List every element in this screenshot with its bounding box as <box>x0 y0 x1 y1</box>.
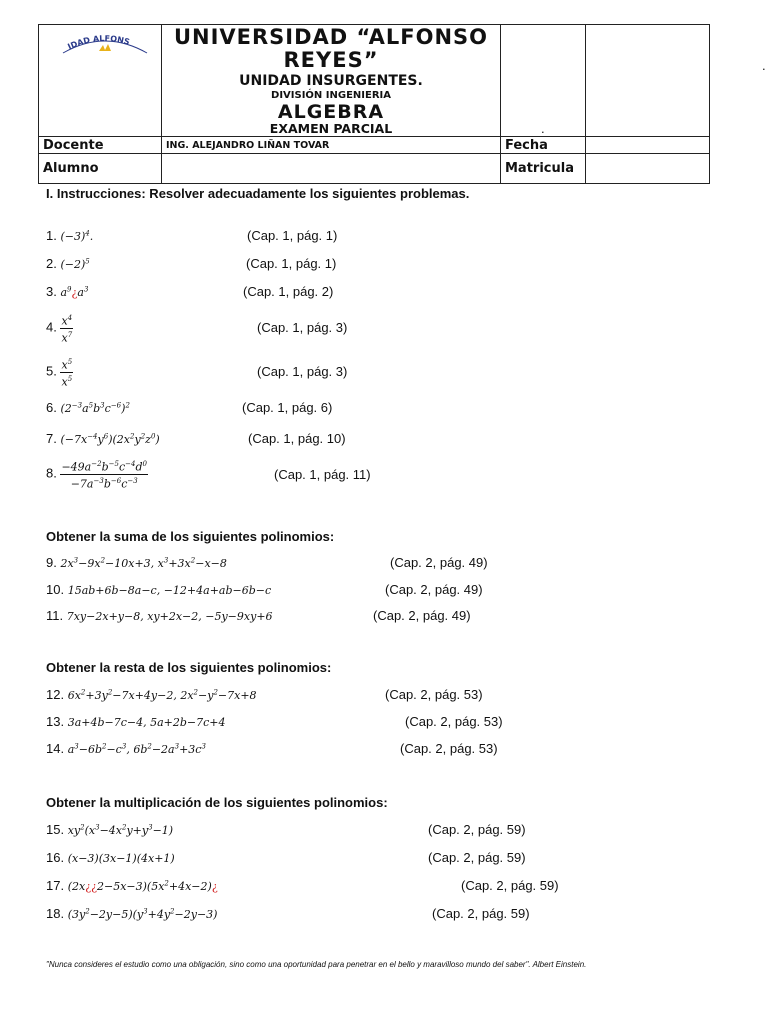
header-blank-cell <box>501 25 586 137</box>
problem-number: 15. <box>46 822 65 837</box>
problem-number: 4. <box>46 319 57 335</box>
header-right-cell <box>586 25 710 137</box>
section-resta: Obtener la resta de los siguientes polinomios: <box>46 660 332 675</box>
problem-reference: (Cap. 1, pág. 11) <box>274 467 371 482</box>
problem-reference: (Cap. 2, pág. 53) <box>405 714 503 729</box>
problem-expression: $(-2)^5$ <box>60 257 90 271</box>
instructions-text: I. Instrucciones: Resolver adecuadamente los siguientes problemas. <box>46 186 470 201</box>
problem-reference: (Cap. 1, pág. 10) <box>248 431 346 446</box>
problem-expression: $2x^3-9x^2-10x+3$, $x^3+3x^2-x-8$ <box>60 556 227 570</box>
university-name: UNIVERSIDAD “ALFONSO REYES” <box>173 24 489 72</box>
problem-reference: (Cap. 2, pág. 49) <box>385 582 483 597</box>
problem-number: 7. <box>46 431 57 446</box>
problem-expression: $(2^{-3}a^5b^3c^{-6})^2$ <box>60 401 130 415</box>
problem-reference: (Cap. 1, pág. 1) <box>247 228 338 243</box>
problem-16 <box>46 850 175 865</box>
problem-number: 3. <box>46 284 57 299</box>
problem-reference: (Cap. 2, pág. 59) <box>428 822 526 837</box>
title-cell <box>162 25 501 137</box>
problem-17 <box>46 878 218 893</box>
problem-8 <box>46 458 148 490</box>
problem-3 <box>46 284 88 299</box>
matricula-label: Matricula <box>501 154 586 184</box>
problem-expression: 3a+4b−7c−4, 5a+2b−7c+4 <box>67 716 226 729</box>
problem-number: 14. <box>46 741 65 756</box>
problem-1 <box>46 228 93 243</box>
problem-number: 6. <box>46 400 57 415</box>
problem-expression: $a^9¿a^3$ <box>60 285 89 299</box>
problem-reference: (Cap. 2, pág. 59) <box>432 906 530 921</box>
problem-reference: (Cap. 2, pág. 53) <box>400 741 498 756</box>
problem-expression: $(3y^2-2y-5)(y^3+4y^2-2y-3)$ <box>67 907 218 921</box>
problem-expression: $6x^2+3y^2-7x+4y-2$, $2x^2-y^2-7x+8$ <box>67 688 257 702</box>
stray-dot-right: . <box>762 58 766 73</box>
university-seal-icon <box>55 31 155 71</box>
problem-number: 8. <box>46 465 57 481</box>
problem-expression: $(-7x^{-4}y^6)(2x^2y^2z^0)$ <box>60 432 160 446</box>
section-suma: Obtener la suma de los siguientes polinomios: <box>46 529 335 544</box>
problem-expression: (x−3)(3x−1)(4x+1) <box>67 852 175 865</box>
problem-reference: (Cap. 2, pág. 59) <box>428 850 526 865</box>
problem-expression: $(-3)^4$. <box>60 229 94 243</box>
docente-value: ING. ALEJANDRO LIÑAN TOVAR <box>162 137 501 154</box>
division-name: DIVISIÓN INGENIERIA <box>271 89 391 101</box>
problem-expression: $\frac{x^5}{x^5}$ <box>61 358 73 389</box>
problem-number: 9. <box>46 555 57 570</box>
subject-name: ALGEBRA <box>277 100 385 123</box>
docente-label: Docente <box>39 137 162 154</box>
problem-reference: (Cap. 1, pág. 3) <box>257 320 348 335</box>
problem-number: 16. <box>46 850 65 865</box>
alumno-value[interactable] <box>162 154 501 184</box>
problem-expression: $(2x¿¿2-5x-3)(5x^2+4x-2)¿$ <box>67 879 218 893</box>
problem-expression: $xy^2(x^3-4x^2y+y^3-1)$ <box>67 823 174 837</box>
problem-reference: (Cap. 1, pág. 2) <box>243 284 334 299</box>
problem-number: 2. <box>46 256 57 271</box>
university-logo <box>55 31 155 71</box>
problem-14 <box>46 741 206 756</box>
problem-reference: (Cap. 1, pág. 1) <box>246 256 337 271</box>
exam-type: EXAMEN PARCIAL <box>269 120 393 136</box>
problem-number: 1. <box>46 228 57 243</box>
logo-cell <box>39 25 162 137</box>
alumno-label: Alumno <box>39 154 162 184</box>
problem-expression: 15ab+6b−8a−c, −12+4a+ab−6b−c <box>67 584 272 597</box>
problem-15 <box>46 822 173 837</box>
problem-reference: (Cap. 1, pág. 6) <box>242 400 333 415</box>
svg-text:IDAD ALFONS: IDAD ALFONS <box>66 33 131 52</box>
problem-reference: (Cap. 2, pág. 49) <box>373 608 471 623</box>
problem-18 <box>46 906 217 921</box>
problem-number: 10. <box>46 582 65 597</box>
exam-header-table <box>38 24 710 184</box>
fecha-value[interactable] <box>586 137 710 154</box>
problem-reference: (Cap. 2, pág. 59) <box>461 878 559 893</box>
problem-expression: 7xy−2x+y−8, xy+2x−2, −5y−9xy+6 <box>66 610 273 623</box>
problem-reference: (Cap. 2, pág. 49) <box>390 555 488 570</box>
problem-7 <box>46 431 160 446</box>
problem-number: 13. <box>46 714 65 729</box>
problem-number: 12. <box>46 687 65 702</box>
problem-expression: $\frac{-49a^{-2}b^{-5}c^{-4}d^0}{-7a^{-3}b^{-6}c^{-3}}$ <box>61 460 147 491</box>
problem-number: 5. <box>46 363 57 379</box>
problem-12 <box>46 687 257 702</box>
problem-expression: $a^3-6b^2-c^3$, $6b^2-2a^3+3c^3$ <box>67 742 206 756</box>
problem-2 <box>46 256 90 271</box>
matricula-value[interactable] <box>586 154 710 184</box>
problem-reference: (Cap. 2, pág. 53) <box>385 687 483 702</box>
problem-expression: $\frac{x^4}{x^7}$ <box>61 314 73 345</box>
problem-6 <box>46 400 130 415</box>
problem-10 <box>46 582 271 597</box>
stray-dot: . <box>541 121 545 136</box>
fecha-label: Fecha <box>501 137 586 154</box>
problem-5 <box>46 356 73 388</box>
problem-4 <box>46 312 73 344</box>
problem-13 <box>46 714 226 729</box>
section-multiplicacion: Obtener la multiplicación de los siguientes polinomios: <box>46 795 388 810</box>
einstein-quote: "Nunca consideres el estudio como una obligación, sino como una oportunidad para penetrar en el bello y maravilloso mundo del saber". Albert Einstein. <box>46 960 587 969</box>
problem-number: 18. <box>46 906 65 921</box>
problem-11 <box>46 608 273 623</box>
problem-number: 17. <box>46 878 65 893</box>
problem-9 <box>46 555 227 570</box>
problem-reference: (Cap. 1, pág. 3) <box>257 364 348 379</box>
campus-name: UNIDAD INSURGENTES. <box>239 72 423 89</box>
problem-number: 11. <box>46 608 64 623</box>
